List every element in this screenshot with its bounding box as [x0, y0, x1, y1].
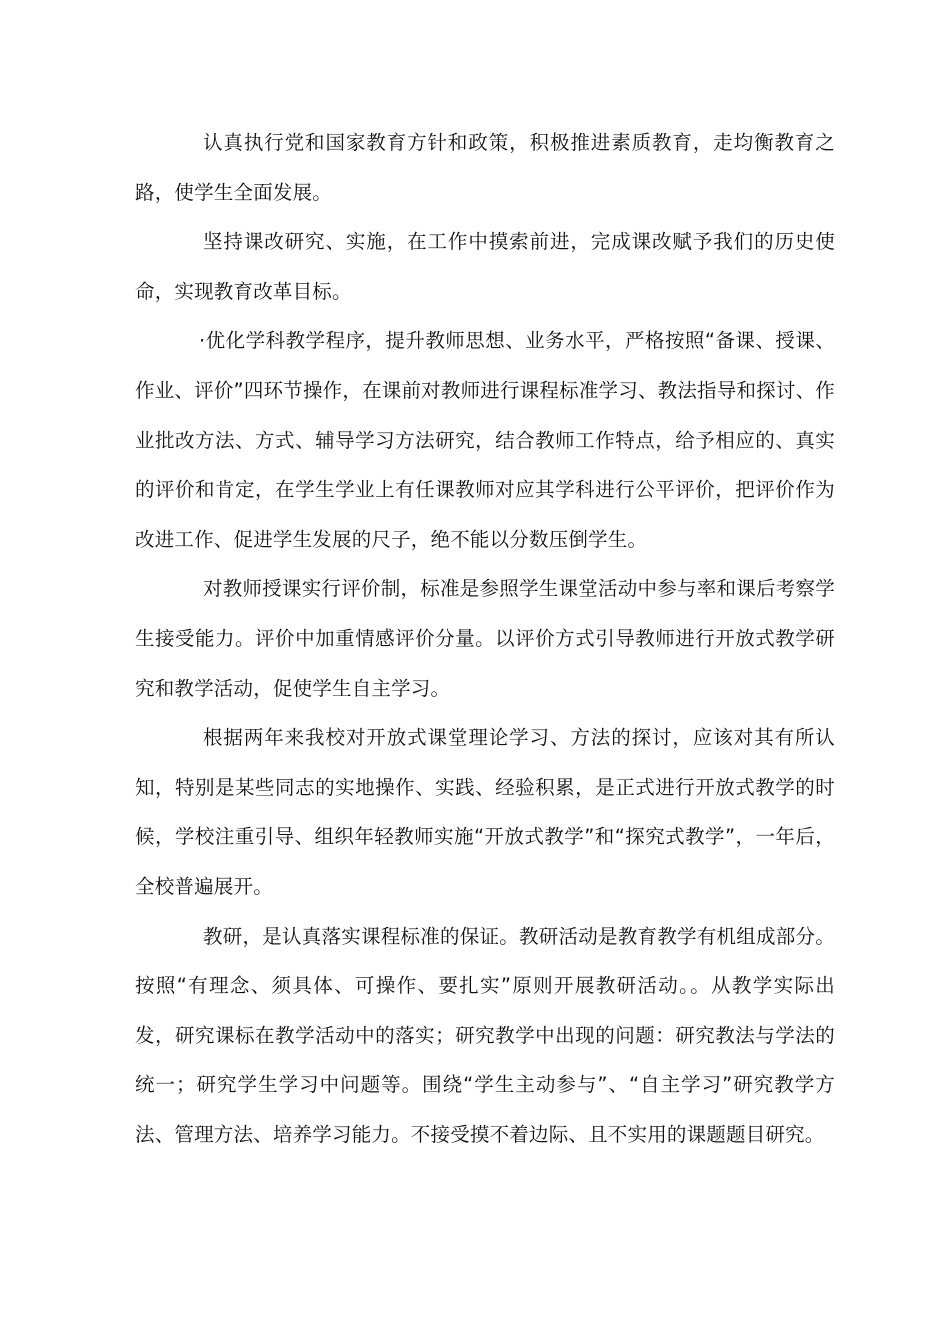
paragraph-3: ·优化学科教学程序，提升教师思想、业务水平，严格按照“备课、授课、作业、评价”四环节操作，在课前对教师进行课程标准学习、教法指导和探讨、作业批改方法、方式、辅导学习方法研究，结合教师工作特点，给予相应的、真实的评价和肯定，在学生学业上有任课教师对应其学科进行公平评价，把评价作为改进工作、促进学生发展的尺子，绝不能以分数压倒学生。	[135, 329, 835, 551]
paragraph-2: 坚持课改研究、实施，在工作中摸索前进，完成课改赋予我们的历史使命，实现教育改革目标。	[135, 230, 835, 303]
paragraph-4: 对教师授课实行评价制，标准是参照学生课堂活动中参与率和课后考察学生接受能力。评价中加重情感评价分量。以评价方式引导教师进行开放式教学研究和教学活动，促使学生自主学习。	[135, 577, 835, 700]
document-body	[135, 118, 835, 1159]
paragraph-1: 认真执行党和国家教育方针和政策，积极推进素质教育，走均衡教育之路，使学生全面发展。	[135, 131, 835, 204]
paragraph-5: 根据两年来我校对开放式课堂理论学习、方法的探讨，应该对其有所认知，特别是某些同志的实地操作、实践、经验积累，是正式进行开放式教学的时候，学校注重引导、组织年轻教师实施“开放式教学”和“探究式教学”，一年后，全校普遍展开。	[135, 726, 835, 898]
paragraph-6: 教研，是认真落实课程标准的保证。教研活动是教育教学有机组成部分。按照“有理念、须具体、可操作、要扎实”原则开展教研活动。。从教学实际出发，研究课标在教学活动中的落实；研究教学中出现的问题：研究教法与学法的统一；研究学生学习中问题等。围绕“学生主动参与”、“自主学习”研究教学方法、管理方法、培养学习能力。不接受摸不着边际、且不实用的课题题目研究。	[135, 924, 835, 1146]
